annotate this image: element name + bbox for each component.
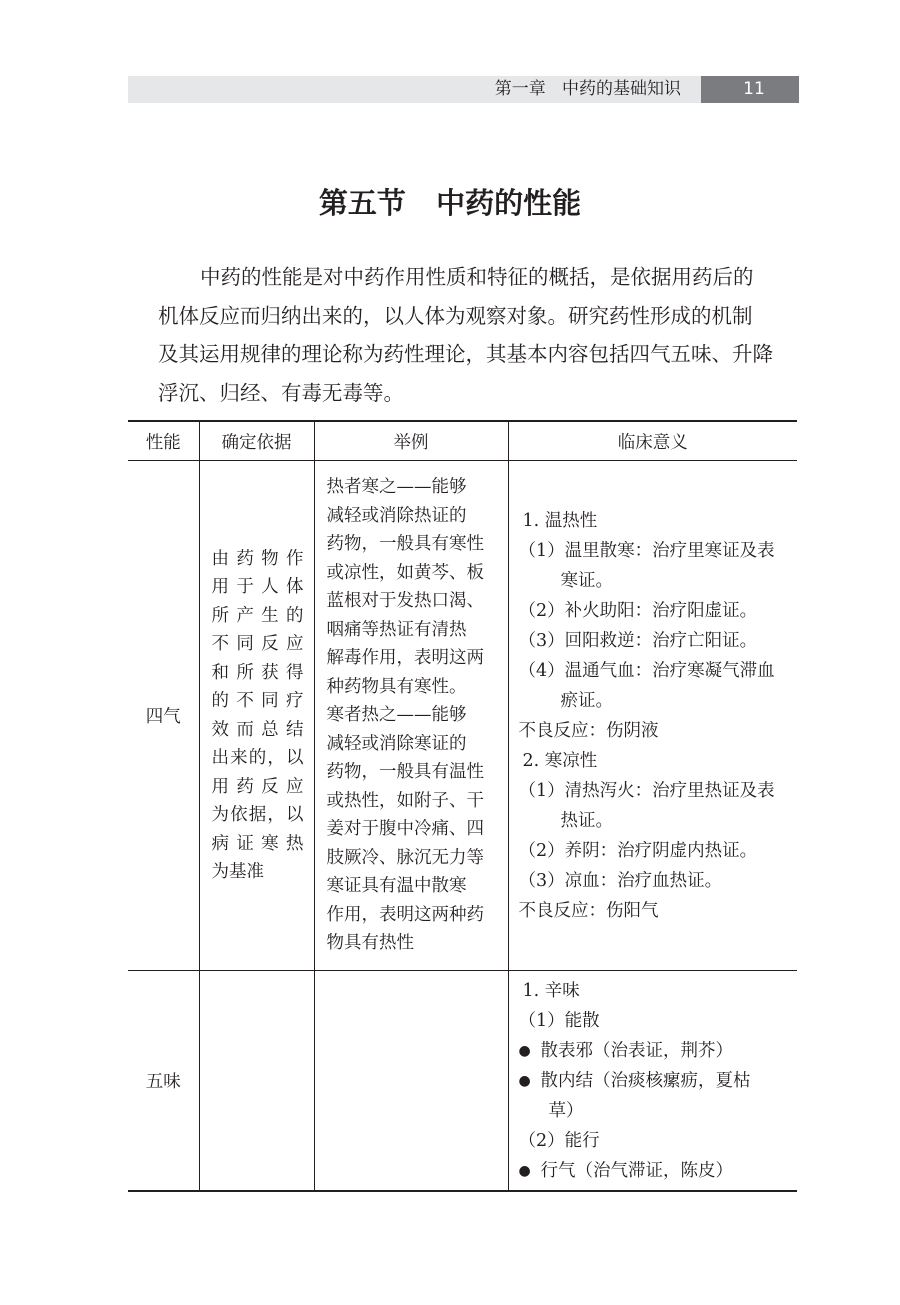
clinical-heading: 2. 寒凉性 xyxy=(522,750,598,771)
basis-line: 用药反应 xyxy=(211,776,304,797)
example-line: 作用，表明这两种药 xyxy=(326,904,484,925)
chapter-title: 第一章 中药的基础知识 xyxy=(494,79,681,99)
example-line: 热者寒之——能够 xyxy=(326,477,467,498)
intro-line: 中药的性能是对中药作用性质和特征的概括，是依据用药后的 xyxy=(200,265,754,289)
clinical-item xyxy=(519,866,792,896)
bullet-item xyxy=(519,1066,792,1096)
item-text: 回阳救逆：治疗亡阳证。 xyxy=(564,630,758,651)
clinical-item xyxy=(519,596,792,626)
item-number: （3） xyxy=(518,630,565,651)
property-name: 五味 xyxy=(128,971,199,1192)
item-number: （1） xyxy=(518,780,565,801)
clinical-item xyxy=(519,536,792,566)
example-line: 寒者热之——能够 xyxy=(326,705,467,726)
bullet-text: 散表邪（治表证，荆芥） xyxy=(540,1040,733,1061)
item-text: 温通气血：治疗寒凝气滞血 xyxy=(564,660,775,681)
clinical-subheading: （2）能行 xyxy=(518,1130,600,1151)
bullet-item xyxy=(519,1156,792,1186)
clinical-subheading: （1）能散 xyxy=(518,1010,600,1031)
item-text: 补火助阳：治疗阳虚证。 xyxy=(564,600,758,621)
item-continuation: 热证。 xyxy=(560,810,613,831)
clinical-item xyxy=(519,626,792,656)
properties-table xyxy=(128,420,797,1192)
basis-line: 和所获得 xyxy=(211,662,304,683)
item-text: 清热泻火：治疗里热证及表 xyxy=(564,780,775,801)
intro-paragraph xyxy=(158,258,800,412)
example-line: 药物，一般具有寒性 xyxy=(326,534,484,555)
example-line: 蓝根对于发热口渴、 xyxy=(326,591,484,612)
example-line: 或凉性，如黄芩、板 xyxy=(326,562,484,583)
example-line: 物具有热性 xyxy=(326,933,414,954)
example-line: 种药物具有寒性。 xyxy=(326,676,467,697)
bullet-text: 行气（治气滞证，陈皮） xyxy=(540,1160,733,1181)
clinical-item xyxy=(519,836,792,866)
table-row-four-qi xyxy=(128,461,797,971)
intro-line: 浮沉、归经、有毒无毒等。 xyxy=(158,380,404,405)
basis-line: 不同反应 xyxy=(211,634,304,654)
basis-line: 效而总结 xyxy=(211,719,304,740)
clinical-cell xyxy=(508,971,797,1192)
basis-line: 由药物作 xyxy=(211,548,304,569)
basis-line: 用于人体 xyxy=(211,577,304,597)
example-cell xyxy=(314,461,508,971)
intro-line: 及其运用规律的理论称为药性理论，其基本内容包括四气五味、升降 xyxy=(158,342,773,366)
bullet-icon: ● xyxy=(518,1042,531,1059)
basis-line: 的不同疗 xyxy=(211,691,304,711)
example-line: 减轻或消除热证的 xyxy=(326,505,467,526)
col-header-basis: 确定依据 xyxy=(199,421,314,461)
basis-cell xyxy=(199,461,314,971)
property-name: 四气 xyxy=(128,461,199,971)
bullet-continuation: 草） xyxy=(548,1100,584,1121)
item-number: （4） xyxy=(518,660,565,681)
col-header-example: 举例 xyxy=(314,421,508,461)
clinical-cell xyxy=(508,461,797,971)
basis-line: 所产生的 xyxy=(211,605,304,626)
adverse-reaction: 不良反应：伤阳气 xyxy=(518,900,659,921)
item-text: 温里散寒：治疗里寒证及表 xyxy=(564,540,775,561)
intro-line: 机体反应而归纳出来的，以人体为观察对象。研究药性形成的机制 xyxy=(158,303,753,328)
item-number: （1） xyxy=(518,540,565,561)
basis-line: 病证寒热 xyxy=(211,833,304,854)
clinical-item xyxy=(519,656,792,686)
clinical-item xyxy=(519,776,792,806)
example-line: 咽痛等热证有清热 xyxy=(326,619,467,640)
col-header-clinical: 临床意义 xyxy=(508,421,797,461)
bullet-text: 散内结（治痰核瘰疬，夏枯 xyxy=(540,1070,751,1091)
example-line: 减轻或消除寒证的 xyxy=(326,733,467,754)
running-header xyxy=(128,76,799,103)
adverse-reaction: 不良反应：伤阴液 xyxy=(518,720,659,741)
basis-line: 出来的，以 xyxy=(211,748,304,768)
bullet-icon: ● xyxy=(518,1072,531,1089)
example-line: 或热性，如附子、干 xyxy=(326,790,484,811)
item-text: 凉血：治疗血热证。 xyxy=(564,870,723,891)
example-line: 姜对于腹中冷痛、四 xyxy=(326,819,484,840)
bullet-item xyxy=(519,1036,792,1066)
table-header-row xyxy=(128,421,797,461)
example-line: 肢厥冷、脉沉无力等 xyxy=(326,847,484,868)
example-line: 解毒作用，表明这两 xyxy=(326,648,484,669)
item-continuation: 瘀证。 xyxy=(560,690,613,711)
page-number: 11 xyxy=(701,76,799,103)
example-line: 药物，一般具有温性 xyxy=(326,762,484,783)
basis-cell xyxy=(199,971,314,1192)
basis-line: 为依据，以 xyxy=(211,805,304,825)
example-cell xyxy=(314,971,508,1192)
table-row-five-flavors xyxy=(128,971,797,1192)
clinical-heading: 1. 温热性 xyxy=(522,510,598,531)
example-line: 寒证具有温中散寒 xyxy=(326,876,467,897)
bullet-icon: ● xyxy=(518,1162,531,1179)
item-number: （2） xyxy=(518,840,565,861)
item-number: （3） xyxy=(518,870,565,891)
item-number: （2） xyxy=(518,600,565,621)
col-header-property: 性能 xyxy=(128,421,199,461)
clinical-heading: 1. 辛味 xyxy=(522,980,580,1001)
item-continuation: 寒证。 xyxy=(560,570,613,591)
section-title: 第五节 中药的性能 xyxy=(318,186,582,220)
item-text: 养阴：治疗阴虚内热证。 xyxy=(564,840,758,861)
basis-line: 为基准 xyxy=(211,862,264,882)
